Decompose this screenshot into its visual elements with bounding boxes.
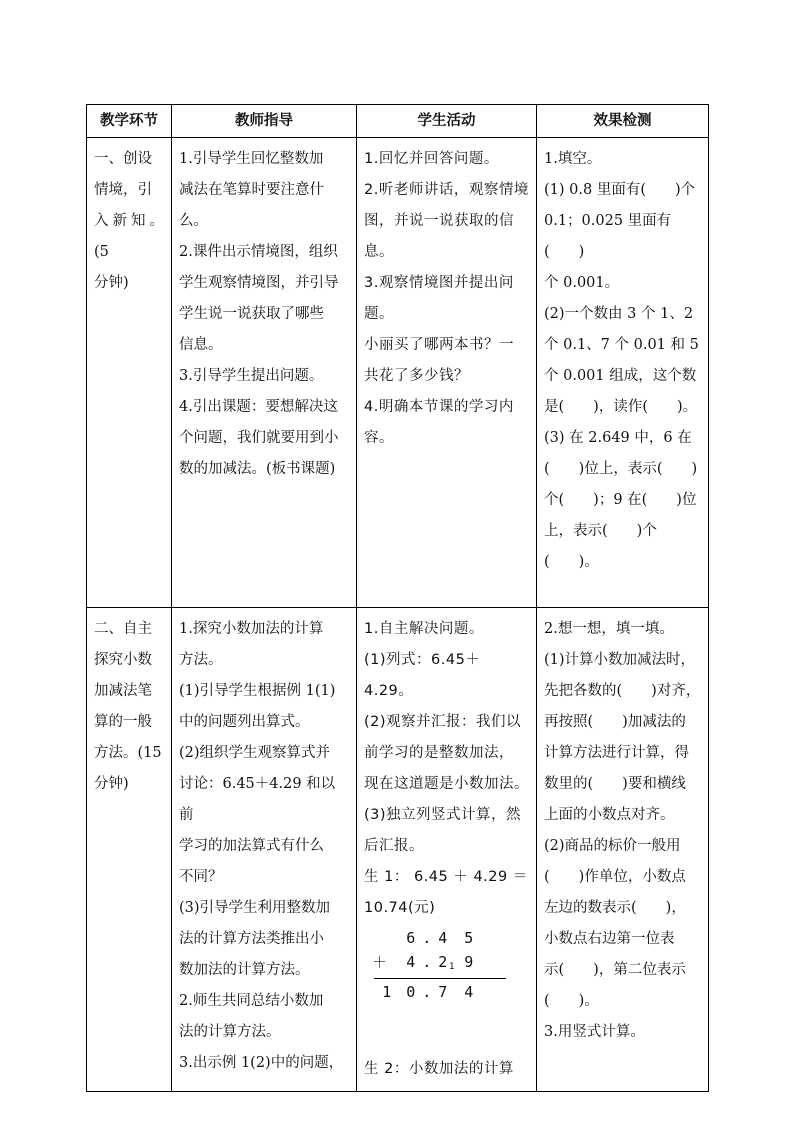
digit: 4 xyxy=(438,929,448,947)
header-teacher: 教师指导 xyxy=(172,105,357,138)
cell-text-line: 图，并说一说获取的信 xyxy=(364,213,514,229)
cell-text-line: 后汇报。 xyxy=(364,838,424,854)
cell-text-line: 生 1： 6.45 ＋ 4.29 ＝ xyxy=(364,869,528,885)
cell-text-line: 1.引导学生回忆整数加 xyxy=(179,151,324,167)
cell-text-line: (1) 0.8 里面有( )个 xyxy=(544,182,696,198)
cell-text-line: 上，表示( )个( )。 xyxy=(544,523,657,570)
cell-text-line: 学生说一说获取了哪些 xyxy=(179,306,324,322)
cell-text-line: 二、自主 xyxy=(94,621,152,637)
cell-text-line: 10.74(元) xyxy=(364,900,436,916)
digit: 4 xyxy=(464,983,474,1001)
digit: 2 xyxy=(438,953,448,971)
cell-text-line: 一、创设 xyxy=(94,151,152,167)
cell-text-line: ( )。 xyxy=(544,993,599,1009)
cell-text-line: 分钟) xyxy=(94,275,129,291)
header-student: 学生活动 xyxy=(357,105,537,138)
student-lines-after xyxy=(364,1054,529,1085)
cell-text-line: ( )位上，表示( ) xyxy=(544,461,698,477)
cell-text-line: (2)观察并汇报：我们以 xyxy=(364,714,522,730)
cell-text-line: 不同？ xyxy=(179,869,223,885)
calc-result xyxy=(364,980,514,1004)
cell-text-line: 个 0.001。 xyxy=(544,275,620,291)
cell-text-line: 1.探究小数加法的计算 xyxy=(179,621,324,637)
cell-text-line: 入新知。(5 xyxy=(94,213,164,260)
cell-text-line: 情境，引 xyxy=(94,182,152,198)
cell-text-line: (3)独立列竖式计算，然 xyxy=(364,807,522,823)
cell-text-line: 上面的小数点对齐。 xyxy=(544,807,675,823)
student-cell xyxy=(357,138,537,608)
cell-text-line: (1)引导学生根据例 1(1) xyxy=(179,683,336,699)
table-row xyxy=(87,138,709,608)
cell-text-line: 0.1；0.025 里面有( ) xyxy=(544,213,672,260)
cell-text-line: 题。 xyxy=(364,306,394,322)
calc-row-2 xyxy=(364,950,514,974)
table-header-row xyxy=(87,105,709,138)
digit: 4 xyxy=(406,953,416,971)
cell-text-line: 小数点右边第一位表 xyxy=(544,931,675,947)
cell-text-line: (2)商品的标价一般用 xyxy=(544,838,681,854)
cell-text-line: 息。 xyxy=(364,244,394,260)
cell-text-line: (1)计算小数加减法时， xyxy=(544,652,696,668)
cell-text-line: 个 0.1、7 个 0.01 和 5 xyxy=(544,337,699,353)
check-cell xyxy=(537,138,709,608)
teacher-cell xyxy=(172,608,357,1092)
cell-text-line: 3.引导学生提出问题。 xyxy=(179,368,324,384)
lesson-plan-table xyxy=(86,104,709,1092)
cell-text-line: 方法。 xyxy=(179,652,223,668)
cell-text-line: 讨论：6.45＋4.29 和以前 xyxy=(179,776,336,823)
cell-text-line: 数的加减法。(板书课题) xyxy=(179,461,336,477)
cell-text-line: 信息。 xyxy=(179,337,223,353)
cell-text-line: 方法。(15 xyxy=(94,745,162,761)
cell-text-line: 小丽买了哪两本书？一 xyxy=(364,337,514,353)
header-check: 效果检测 xyxy=(537,105,709,138)
cell-text-line: 再按照( )加减法的 xyxy=(544,714,686,730)
digit: 9 xyxy=(464,953,474,971)
digit: 1 xyxy=(382,983,392,1001)
decimal-point: . xyxy=(422,929,432,947)
cell-text-line: 1.回忆并回答问题。 xyxy=(364,151,499,167)
cell-text-line: 算的一般 xyxy=(94,714,152,730)
cell-text-line: 学习的加法算式有什么 xyxy=(179,838,324,854)
cell-text-line: 分钟) xyxy=(94,776,129,792)
digit: 0 xyxy=(406,983,416,1001)
plus-sign: ＋ xyxy=(372,953,388,971)
cell-text-line: 3.出示例 1(2)中的问题， xyxy=(179,1055,344,1071)
cell-text-line: 加减法笔 xyxy=(94,683,152,699)
calc-line xyxy=(374,978,506,979)
digit: 7 xyxy=(438,983,448,1001)
cell-text-line: 3.观察情境图并提出问 xyxy=(364,275,514,291)
cell-text-line: 探究小数 xyxy=(94,652,152,668)
cell-text-line: 容。 xyxy=(364,430,394,446)
cell-text-line: 2.想一想，填一填。 xyxy=(544,621,674,637)
student-lines-before xyxy=(364,614,529,924)
teacher-cell xyxy=(172,138,357,608)
calc-row-1 xyxy=(364,926,514,950)
cell-text-line: 个问题，我们就要用到小 xyxy=(179,430,339,446)
cell-text-line: 法的计算方法类推出小 xyxy=(179,931,324,947)
student-cell xyxy=(357,608,537,1092)
check-cell xyxy=(537,608,709,1092)
cell-text-line: 学生观察情境图，并引导 xyxy=(179,275,339,291)
cell-text-line: 个( )；9 在( )位 xyxy=(544,492,697,508)
cell-text-line: 4.引出课题：要想解决这 xyxy=(179,399,338,415)
cell-text-line: (3) 在 2.649 中，6 在 xyxy=(544,430,692,446)
cell-text-line: 生 2：小数加法的计算 xyxy=(364,1061,514,1077)
cell-text-line: 左边的数表示( )， xyxy=(544,900,686,916)
cell-text-line: 是( )，读作( )。 xyxy=(544,399,698,415)
cell-text-line: 2.听老师讲话，观察情境 xyxy=(364,182,529,198)
cell-text-line: ( )作单位，小数点 xyxy=(544,869,686,885)
cell-text-line: 法的计算方法。 xyxy=(179,1024,281,1040)
cell-text-line: 数加法的计算方法。 xyxy=(179,962,310,978)
cell-text-line: 先把各数的( )对齐， xyxy=(544,683,701,699)
cell-text-line: 么。 xyxy=(179,213,208,229)
cell-text-line: (2)一个数由 3 个 1、2 xyxy=(544,306,694,322)
decimal-point: . xyxy=(422,983,432,1001)
cell-text-line: 共花了多少钱？ xyxy=(364,368,469,384)
cell-text-line: 2.课件出示情境图，组织 xyxy=(179,244,338,260)
digit: 6 xyxy=(406,929,416,947)
cell-text-line: 前学习的是整数加法， xyxy=(364,745,514,761)
vertical-calculation xyxy=(364,926,529,1004)
cell-text-line: 1.填空。 xyxy=(544,151,602,167)
header-stage: 教学环节 xyxy=(87,105,172,138)
table-row xyxy=(87,608,709,1092)
cell-text-line: 数里的( )要和横线 xyxy=(544,776,686,792)
cell-text-line: 4.明确本节课的学习内 xyxy=(364,399,514,415)
digit: 5 xyxy=(464,929,474,947)
cell-text-line: 示( )，第二位表示 xyxy=(544,962,686,978)
cell-text-line: 2.师生共同总结小数加 xyxy=(179,993,324,1009)
cell-text-line: 中的问题列出算式。 xyxy=(179,714,310,730)
carry-mark: 1 xyxy=(449,962,455,972)
decimal-point: . xyxy=(422,953,432,971)
cell-text-line: 计算方法进行计算，得 xyxy=(544,745,689,761)
stage-cell xyxy=(87,138,172,608)
cell-text-line: 3.用竖式计算。 xyxy=(544,1024,645,1040)
cell-text-line: (1)列式：6.45＋4.29。 xyxy=(364,652,481,699)
cell-text-line: (3)引导学生利用整数加 xyxy=(179,900,331,916)
cell-text-line: 减法在笔算时要注意什 xyxy=(179,182,324,198)
cell-text-line: 现在这道题是小数加法。 xyxy=(364,776,529,792)
cell-text-line: 个 0.001 组成，这个数 xyxy=(544,368,697,384)
cell-text-line: 1.自主解决问题。 xyxy=(364,621,484,637)
stage-cell xyxy=(87,608,172,1092)
cell-text-line: (2)组织学生观察算式并 xyxy=(179,745,331,761)
